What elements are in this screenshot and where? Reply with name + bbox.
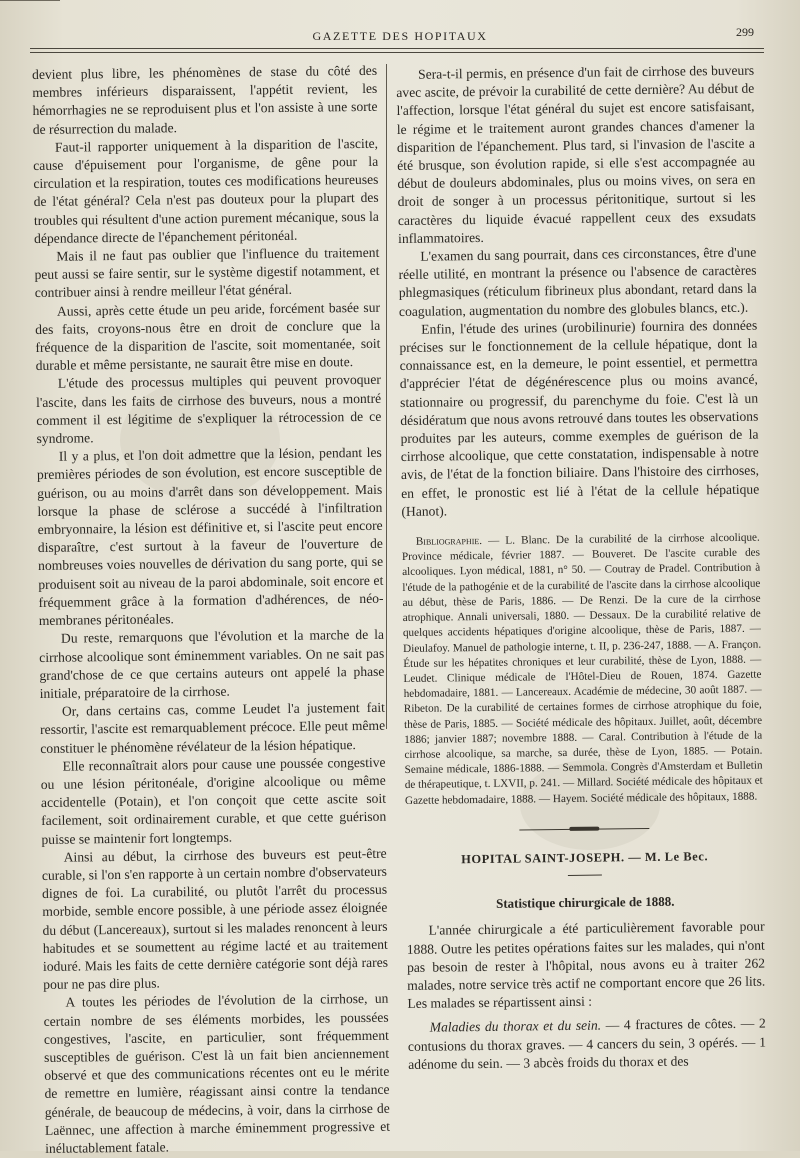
section-subtitle: Statistique chirurgicale de 1888. [495, 893, 675, 911]
paragraph: Enfin, l'étude des urines (urobilinurie) fournira des données précises sur le fonctionnement de la cellule hépatique, dont la connaissance est, en la demeure, le point essentiel, et permettra d'apprécier l'état de dégénérescence plus ou moins avancé, stationnaire ou progressif, du parenchyme du foie. C'est là un désidératum que nous avons retrouvé dans toutes les observations produites par les auteurs, comme exemples de guérison de la cirrhose alcoolique, que cette constatation, indispensable à notre avis, de l'état de la fonction biliaire. Dans l'histoire des cirrhoses, en effet, le pronostic est lié à l'état de la cellule hépatique (Hanot). [399, 317, 760, 519]
paragraph: devient plus libre, les phénomènes de stase du côté des membres inférieurs disparaissent, l'appétit revient, les hémorrhagies ne se reproduisent plus et l'on assiste à une sorte de résurrection du malade. [32, 62, 378, 137]
bibliography-label: Bibliographie. [415, 535, 483, 548]
paragraph: Du reste, remarquons que l'évolution et la marche de la cirrhose alcoolique sont éminemment variables. On ne sait pas grand'chose de ce que certains auteurs ont appelé la phase initiale, préparatoire de la cirrhose. [39, 627, 385, 701]
paragraph: Faut-il rapporter uniquement à la disparition de l'ascite, cause d'épuisement pour l'organisme, de gêne pour la circulation et la respiration, toutes ces modifications heureuses de l'état général? Cela n'est pas douteux pour la plupart des troubles qui résultent d'une action purement mécanique, sous la dépendance directe de l'épanchement péritonéal. [33, 135, 379, 246]
paragraph: Ainsi au début, la cirrhose des buveurs est peut-être curable, si l'on s'en rapporte à un certain nombre d'observateurs dignes de foi. La curabilité, ou plutôt l'arrêt du processus morbide, semble encore possible, à une période assez éloignée du début (Lancereaux), surtout si les malades renoncent à leurs habitudes et se soumettent au régime lacté et au traitement ioduré. Mais les faits de cette dernière catégorie sont déjà rares pour ne pas dire plus. [41, 845, 389, 993]
paragraph: Elle reconnaîtrait alors pour cause une poussée congestive ou une lésion péritonéale, d'origine alcoolique ou même accidentelle (Potain), et l'on conçoit que cette ascite soit facilement, soit ordinairement curable, et que cette guérison puisse se maintenir fort longtemps. [40, 754, 387, 847]
bibliography [402, 531, 763, 809]
top-left-rule [0, 0, 60, 7]
section-title: HOPITAL SAINT-JOSEPH. — M. Le Bec. [461, 849, 709, 867]
list-text: — 4 fractures de côtes. — 2 contusions du thorax graves. — 4 cancers du sein, 3 opérés. — 1 adénome du sein. — 3 abcès froids du thorax et des [407, 1015, 767, 1072]
paragraph: A toutes les périodes de l'évolution de la cirrhose, un certain nombre de ses éléments morbides, les poussées congestives, l'ascite, en particulier, sont fréquemment susceptibles de guérison. C'est là un fait bien anciennement observé et que des communications récentes ont eu le mérite de remettre en lumière, réagissant ainsi contre la tendance générale, de beaucoup de médecins, à voir, dans la cirrhose de Laënnec, une affection à marche éminemment progressive et inéluctablement fatale. [43, 991, 391, 1156]
left-column [32, 62, 390, 1158]
section-rule [568, 875, 602, 876]
list-paragraph [408, 1015, 767, 1074]
paragraph: L'étude des processus multiples qui peuvent provoquer l'ascite, dans les faits de cirrhose des buveurs, nous a montré comment il est légitime de s'expliquer la rétrocession de ce syndrome. [36, 372, 382, 447]
right-column [396, 62, 766, 1074]
page-number: 299 [736, 25, 754, 39]
paragraph: Sera-t-il permis, en présence d'un fait de cirrhose des buveurs avec ascite, de prévoir la curabilité de cette dernière? Au début de l'affection, lorsque l'état général du sujet est encore satisfaisant, le régime et le traitement auront grandes chances d'amener la disparition de l'épanchement. Plus tard, si l'invasion de l'ascite a été brusque, son évolution rapide, si elle s'est accompagnée au début de douleurs abdominales, plus ou moins vives, on sera en droit de songer à un processus péritonitique, surtout si les caractères du liquide évacué rappellent ceux des exsudats inflammatoires. [396, 62, 756, 246]
paragraph: L'examen du sang pourrait, dans ces circonstances, être d'une réelle utilité, en montrant la présence ou l'absence de caractères phlegmasiques (réticulum fibrineux plus abondant, retard dans la coagulation, augmentation du nombre des globules blancs, etc.). [398, 244, 757, 319]
list-label: Maladies du thorax et du sein. [429, 1017, 602, 1036]
section-ornament [405, 814, 763, 837]
header-rule-top [30, 48, 764, 49]
paragraph: Mais il ne faut pas oublier que l'influence du traitement peut aussi se faire sentir, sur le système digestif notamment, et contribuer ainsi à rendre meilleur l'état général. [34, 244, 380, 301]
paragraph: Or, dans certains cas, comme Leudet l'a justement fait ressortir, l'ascite est remarquablement précoce. Elle peut même constituer le phénomène révélateur de la lésion hépatique. [40, 699, 386, 756]
paragraph: L'année chirurgicale a été particulièrement favorable pour 1888. Outre les petites opérations faites sur les malades, qui n'ont pas besoin de rester à l'hôpital, nous avons eu à traiter 262 malades, notre service très actif ne comportant encore que 26 lits. Les malades se répartissent ainsi : [406, 918, 766, 1012]
paragraph: Aussi, après cette étude un peu aride, forcément basée sur des faits, croyons-nous être en droit de conclure que la fréquence de la disparition de l'ascite, soit momentanée, soit durable et même persistante, ne saurait être mise en doute. [35, 299, 381, 374]
bibliography-text: — L. Blanc. De la curabilité de la cirrhose alcoolique. Province médicale, février 1887. — Bouveret. De l'ascite curable des alcooliques. Lyon médical, 1881, n° 50. — Coutray de Pradel. Contribution à l'étude de la pathogénie et de la curabilité de l'ascite dans la cirrhose alcoolique au début, thèse de Paris, 1886. — De Renzi. De la cure de la cirrhose atrophique. Annali universali, 1880. — Dessaux. De la curabilité relative de quelques accidents hépatiques d'origine alcoolique, thèse de Paris, 1887. — Dieulafoy. Manuel de pathologie interne, t. II, p. 236-247, 1888. — A. Françon. Étude sur les hépatites chroniques et leur curabilité, thèse de Lyon, 1888. — Leudet. Clinique médicale de l'Hôtel-Dieu de Rouen, 1874. Gazette hebdomadaire, 1881. — Lancereaux. Académie de médecine, 30 août 1887. — Ribeton. De la curabilité de certaines formes de cirrhose atrophique du foie, thèse de Paris, 1885. — Société médicale des hôpitaux. Juillet, août, décembre 1886; janvier 1887; novembre 1888. — Caral. Contribution à l'étude de la cirrhose alcoolique, sa marche, sa durée, thèse de Lyon, 1885. — Potain. Semaine médicale, 1886-1888. — Semmola. Congrès d'Amsterdam et Bulletin de thérapeutique, t. LXVII, p. 241. — Millard. Société médicale des hôpitaux et Gazette hebdomadaire, 1888. — Hayem. Société médicale des hôpitaux, 1888. [401, 531, 763, 807]
paragraph: Il y a plus, et l'on doit admettre que la lésion, pendant les premières périodes de son évolution, est encore susceptible de guérison, ou au moins d'arrêt dans son développement. Mais lorsque la phase de sclérose a succédé à l'infiltration embryonnaire, la lésion est définitive et, si l'ascite peut encore disparaître, c'est surtout à la faveur de l'ouverture de nombreuses voies nouvelles de dérivation du sang porte, qui se produisent soit au niveau de la paroi abdominale, soit encore et fréquemment grâce à la formation d'adhérences, de néo-membranes péritonéales. [36, 445, 384, 629]
column-divider [386, 64, 387, 729]
header-rule-bottom [30, 52, 764, 53]
running-title: GAZETTE DES HOPITAUX [312, 29, 488, 43]
